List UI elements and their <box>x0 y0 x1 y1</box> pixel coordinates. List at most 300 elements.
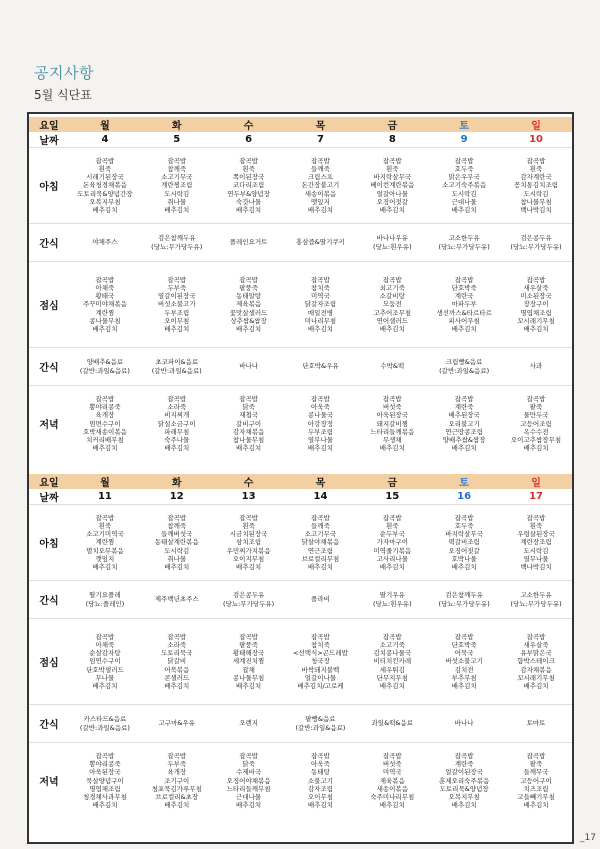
menu-item: 묵살양념구이 <box>86 776 124 785</box>
menu-item: 제주백년초주스 <box>154 595 199 604</box>
menu-item: 꽃맛살샐러드 <box>229 308 268 317</box>
menu-item: 계란죽 <box>454 760 474 769</box>
menu-item: 부추무침 <box>451 673 477 682</box>
header-day: 화 <box>141 117 213 132</box>
menu-item: 잡곡밥 <box>95 395 115 404</box>
menu-cell <box>428 262 500 348</box>
menu-item: 배추김치 <box>164 563 190 571</box>
menu-item: 아채죽 <box>95 283 115 292</box>
header-day: 수 <box>213 474 285 489</box>
menu-item: 배추김치 <box>307 801 334 810</box>
menu-item: 비지찌개 <box>164 411 190 420</box>
menu-item: 잡곡밥 <box>311 513 330 522</box>
header-day: 금 <box>356 117 428 132</box>
menu-item: 잡곡밥 <box>239 395 259 404</box>
menu-item: 계란장조림 <box>520 538 552 547</box>
menu-item: 잡곡밥 <box>311 632 330 641</box>
page-number: _17 <box>580 833 596 843</box>
menu-item: 닭죽 <box>242 760 255 769</box>
menu-item: 백나박김치 <box>520 563 552 571</box>
menu-item: 배추김치 <box>164 801 190 810</box>
meal-label: 간식 <box>29 348 69 386</box>
menu-item: 잡곡밥 <box>239 156 259 165</box>
menu-cell <box>428 148 500 224</box>
menu-item: 뽕야리콩죽 <box>89 403 121 412</box>
menu-item: 비티치킨카레 <box>373 657 412 666</box>
menu-item: 참치죽 <box>311 283 330 292</box>
menu-item: 세우튀김 <box>379 665 405 674</box>
menu-item: 잡곡밥 <box>526 752 546 761</box>
menu-item: (갈반:과일&음료) <box>79 723 130 732</box>
menu-cell <box>141 386 213 462</box>
menu-cell <box>69 386 141 462</box>
menu-cell <box>69 619 141 705</box>
menu-item: 배추김치 <box>307 206 334 214</box>
week-2 <box>29 474 572 819</box>
menu-item: 소고기숙주볶음 <box>442 181 487 190</box>
menu-item: 배추김치 <box>451 444 477 453</box>
menu-item: 감자채볶음 <box>232 427 265 436</box>
header-day: 일 <box>500 117 572 132</box>
menu-cell <box>356 262 428 348</box>
menu-item: 미역줄기볶음 <box>373 546 412 555</box>
menu-item: 배추김치 <box>236 563 262 571</box>
menu-item: 배추김치 <box>451 563 477 571</box>
menu-item: 참치죽 <box>311 640 330 649</box>
menu-item: 얼갈이나물 <box>304 673 337 682</box>
menu-cell <box>141 705 213 743</box>
menu-item: 야채주스 <box>92 238 118 247</box>
menu-item: 고소한두유 <box>448 234 480 243</box>
menu-item: 닭살야채볶음 <box>301 538 340 547</box>
meal-label: 아침 <box>29 148 69 224</box>
menu-cell <box>213 386 285 462</box>
menu-item: 코다리조림 <box>232 181 265 190</box>
header-day-label: 요일 <box>29 474 69 489</box>
menu-item: 버섯죽 <box>382 403 402 412</box>
menu-cell <box>356 224 428 262</box>
menu-item: 돈간장불고기 <box>301 181 340 190</box>
menu-cell <box>213 224 285 262</box>
meal-label: 저녁 <box>39 420 59 432</box>
menu-item: 바나나 <box>454 719 474 728</box>
menu-item: 잡곡밥 <box>167 752 187 761</box>
menu-item: 홍삼즙&딸기쿠키 <box>295 238 345 247</box>
menu-item: 잡곡밥 <box>454 513 474 522</box>
menu-cell <box>428 386 500 462</box>
header-day: 토 <box>428 117 500 132</box>
menu-item: 단호박죽 <box>451 640 477 649</box>
meal-label: 점심 <box>29 619 69 705</box>
menu-item: 들깨죽 <box>311 521 330 530</box>
header-day: 화 <box>141 474 213 489</box>
menu-item: 무생채 <box>382 436 402 445</box>
menu-item: 배추김치 <box>236 325 262 333</box>
menu-item: 검은참깨두유 <box>157 234 196 243</box>
menu-cell <box>500 148 572 224</box>
menu-item: 소고기미역국 <box>86 530 124 539</box>
menu-cell <box>213 743 285 819</box>
menu-cell <box>213 348 285 386</box>
menu-item: 잡곡밥 <box>454 156 474 165</box>
menu-item: 잡곡밥 <box>167 156 187 165</box>
menu-item: (갈반:과일&음료) <box>151 366 202 375</box>
menu-item: 청경채사과무침 <box>82 793 127 802</box>
menu-cell <box>356 386 428 462</box>
menu-item: 명엽채조림 <box>520 308 552 317</box>
menu-item: 배추김치 <box>451 325 477 333</box>
menu-item: 도시락김 <box>164 546 190 555</box>
menu-item: 장장구이 <box>523 300 549 309</box>
menu-cell <box>500 505 572 581</box>
menu-item: 김치콩나물국 <box>373 649 412 658</box>
menu-item: 도토리묵국 <box>161 649 193 658</box>
menu-item: 오이무침 <box>307 793 334 802</box>
menu-item: 주꾸미야채볶음 <box>82 300 127 309</box>
menu-cell <box>428 619 500 705</box>
menu-item: 느타리들깨볶음 <box>370 427 415 436</box>
date-cell: 6 <box>213 132 285 148</box>
menu-cell <box>285 386 357 462</box>
meal-table <box>29 474 572 819</box>
menu-item: 브로컬리무침 <box>301 554 340 563</box>
menu-item: 청국장 <box>311 657 330 666</box>
menu-item: 숙갓나물 <box>236 197 262 206</box>
menu-item: 잡곡밥 <box>311 395 330 404</box>
menu-item: 잡곡밥 <box>311 752 330 761</box>
menu-item: 매일전병 <box>307 308 334 317</box>
menu-item: 어묵국 <box>454 649 474 658</box>
menu-item: 새송이볶음 <box>376 784 408 793</box>
menu-cell <box>285 505 357 581</box>
meal-label: 저녁 <box>39 777 59 789</box>
meal-label: 점심 <box>29 262 69 348</box>
menu-item: (당뇨:흰우유) <box>372 242 412 251</box>
menu-item: 배추김치 <box>379 206 405 214</box>
menu-item: 계란찜 <box>95 538 115 547</box>
menu-item: 느타리들깨무침 <box>226 784 271 793</box>
menu-item: 세계진치찜 <box>232 657 265 666</box>
menu-item: 삼치조림 <box>236 538 262 547</box>
menu-item: 오이고추쌈장무침 <box>510 436 562 445</box>
date-cell: 16 <box>428 489 500 505</box>
menu-item: 소고기죽 <box>379 640 405 649</box>
menu-item: 감자계란국 <box>520 173 552 182</box>
date-cell: 12 <box>141 489 213 505</box>
menu-cell <box>213 148 285 224</box>
menu-cell <box>500 581 572 619</box>
menu-item: 황태국 <box>95 292 115 301</box>
menu-item: 배추김치 <box>523 325 549 333</box>
header-day: 금 <box>356 474 428 489</box>
menu-item: 수박&떡 <box>380 362 405 371</box>
menu-item: 잡곡밥 <box>454 275 474 284</box>
menu-cell <box>213 619 285 705</box>
menu-cell <box>428 348 500 386</box>
menu-cell <box>213 581 285 619</box>
menu-item: 잡곡밥 <box>454 752 474 761</box>
menu-item: 임연수구이 <box>89 657 121 666</box>
menu-item: 계란찜 <box>95 308 115 317</box>
week-1 <box>29 117 572 462</box>
menu-item: 잡곡밥 <box>526 632 546 641</box>
menu-item: 카스타드&음료 <box>83 715 127 724</box>
menu-item: 계란찡조림 <box>161 181 193 190</box>
menu-item: 파래무침 <box>164 427 190 436</box>
menu-item: 도시락김 <box>451 189 477 198</box>
menu-item: 제육볶음 <box>379 776 405 785</box>
menu-item: 닭죽 <box>242 403 255 412</box>
menu-item: 숙주나물 <box>164 436 190 445</box>
menu-cell <box>141 262 213 348</box>
menu-cell <box>213 705 285 743</box>
menu-item: 도시락김 <box>164 189 190 198</box>
menu-item: 소고기무국 <box>304 530 337 539</box>
meal-table <box>29 117 572 462</box>
header-day: 목 <box>285 117 357 132</box>
menu-item: 잡곡밥 <box>95 752 115 761</box>
menu-item: 아욱죽 <box>311 403 330 412</box>
menu-item: 토마토 <box>526 719 546 728</box>
header-day: 월 <box>69 117 141 132</box>
menu-cell <box>69 348 141 386</box>
menu-cell <box>500 619 572 705</box>
menu-item: 아욱죽 <box>311 760 330 769</box>
header-day: 토 <box>428 474 500 489</box>
menu-item: 얼갈아나물 <box>376 189 408 198</box>
menu-item: 잡곡밥 <box>526 156 546 165</box>
menu-item: 흰죽 <box>242 164 255 173</box>
menu-cell <box>356 148 428 224</box>
menu-item: 바지락살무국 <box>445 530 483 539</box>
menu-cell <box>285 262 357 348</box>
menu-item: 감자조림 <box>307 784 334 793</box>
menu-item: 잡곡밥 <box>95 156 115 165</box>
menu-item: 배추김치 <box>379 801 405 810</box>
menu-item: 소라죽 <box>167 640 187 649</box>
menu-item: 시금치된장국 <box>229 530 268 539</box>
menu-item: 배추김치 <box>164 325 190 333</box>
menu-item: 미역국 <box>311 292 330 301</box>
menu-item: 동태알탕 <box>236 292 262 301</box>
menu-item: 바지락살무국 <box>373 173 412 182</box>
menu-item: 잡곡밥 <box>239 275 259 284</box>
menu-item: 우민찌가지볶음 <box>226 546 271 555</box>
menu-item: 새우살죽 <box>523 283 549 292</box>
menu-item: 육개장 <box>167 768 187 777</box>
menu-item: 어묵볶음 <box>164 665 190 674</box>
menu-item: 잡곡밥 <box>239 752 259 761</box>
menu-item: <선택식>곤드레밥 <box>293 649 348 658</box>
menu-item: 계란국 <box>454 292 474 301</box>
menu-item: 명엽채조림 <box>89 784 121 793</box>
menu-item: 백나박김치 <box>520 206 552 214</box>
menu-item: 동태탕 <box>311 768 330 777</box>
menu-item: 오이지무침 <box>232 554 265 563</box>
menu-item: 소라죽 <box>167 403 187 412</box>
menu-item: 떡갈비조림 <box>448 538 480 547</box>
menu-item: 검은콩두유 <box>232 591 265 600</box>
menu-item: 아욱된장국 <box>376 411 408 420</box>
menu-item: 배추된장국 <box>448 411 480 420</box>
menu-cell <box>500 262 572 348</box>
menu-item: 얼갈이된장국 <box>445 768 483 777</box>
date-cell: 17 <box>500 489 572 505</box>
menu-item: 물만두국 <box>523 411 549 420</box>
menu-item: 순두부국 <box>379 530 405 539</box>
menu-item: 잡곡밥 <box>167 275 187 284</box>
menu-item: (당뇨:흰우유) <box>372 599 412 608</box>
date-cell: 5 <box>141 132 213 148</box>
menu-item: 흰죽 <box>386 164 399 173</box>
menu-item: 아욱된장국 <box>89 768 121 777</box>
menu-item: 콩나물무침 <box>232 673 265 682</box>
menu-item: 고사리나물 <box>376 554 408 563</box>
menu-item: 두부조림 <box>164 308 190 317</box>
menu-item: 배추김치 <box>164 682 190 690</box>
menu-item: 배추김치 <box>236 801 262 810</box>
menu-item: 뽕야리콩죽 <box>89 760 121 769</box>
menu-item: 치즈조림 <box>523 784 549 793</box>
menu-item: 고등어구이 <box>520 776 552 785</box>
menu-item: 옥수수전 <box>523 427 549 436</box>
date-cell: 11 <box>69 489 141 505</box>
menu-item: 베이컨계란볶음 <box>370 181 415 190</box>
menu-cell <box>428 743 500 819</box>
menu-item: 배추김치 <box>307 325 334 333</box>
page-subtitle: 5월 식단표 <box>34 88 92 102</box>
menu-item: 청포묵김가루무침 <box>151 784 202 793</box>
menu-item: 무나물 <box>95 673 115 682</box>
menu-item: 호두죽 <box>454 164 474 173</box>
menu-item: 팥죽 <box>529 403 543 412</box>
menu-cell <box>500 386 572 462</box>
menu-item: 배추김치 <box>379 563 405 571</box>
menu-item: 배추김치/고로케 <box>297 682 344 690</box>
menu-item: 배추김치 <box>236 206 262 214</box>
menu-item: 오징어젓갈 <box>376 197 408 206</box>
menu-item: 맷잎지 <box>311 197 330 206</box>
menu-cell <box>69 505 141 581</box>
menu-item: 호박새송이볶음 <box>82 427 127 436</box>
menu-item: (당뇨:무가당두유) <box>510 242 562 251</box>
menu-item: 잡곡밥 <box>239 632 259 641</box>
menu-cell <box>69 224 141 262</box>
menu-item: 잡곡밥 <box>454 395 474 404</box>
menu-item: 계란죽 <box>454 403 474 412</box>
date-cell: 10 <box>500 132 572 148</box>
menu-item: 잡곡밥 <box>167 632 187 641</box>
menu-item: (당뇨:무가당두유) <box>438 599 490 608</box>
date-cell: 14 <box>285 489 357 505</box>
menu-item: 참깨죽 <box>167 521 187 530</box>
menu-item: 배추김치 <box>164 206 190 214</box>
menu-item: 멈면수구이 <box>89 419 121 428</box>
menu-item: 흰죽 <box>386 521 399 530</box>
menu-cell <box>213 262 285 348</box>
menu-cell <box>428 505 500 581</box>
menu-item: 육개장 <box>95 411 115 420</box>
menu-item: 플레인요거트 <box>229 238 268 247</box>
menu-item: 멸치오무볶음 <box>86 546 124 555</box>
date-cell: 4 <box>69 132 141 148</box>
menu-item: 유부맑은국 <box>520 649 552 658</box>
menu-item: 들깨죽 <box>311 164 330 173</box>
menu-item: 들깨버섯국 <box>161 530 193 539</box>
menu-item: 배추김치 <box>92 444 118 453</box>
menu-item: 근대나물 <box>236 793 262 802</box>
menu-item: 순살감자탕 <box>89 649 121 658</box>
menu-item: 바싹돼지불백 <box>301 665 340 674</box>
menu-item: 흰죽 <box>529 521 543 530</box>
menu-item: (당뇨:무가당두유) <box>510 599 562 608</box>
menu-item: 피사어무침 <box>448 316 480 325</box>
menu-item: 잡곡밥 <box>167 395 187 404</box>
menu-item: 고추어조무침 <box>373 308 412 317</box>
menu-item: 잡곡밥 <box>382 275 402 284</box>
menu-cell <box>356 619 428 705</box>
menu-cell <box>141 581 213 619</box>
menu-item: 모둠전 <box>382 300 402 309</box>
menu-item: 양배추&음료 <box>86 358 124 367</box>
menu-cell <box>428 705 500 743</box>
menu-item: 잡곡밥 <box>526 395 546 404</box>
menu-item: 배추김치 <box>523 801 549 810</box>
menu-item: 열갈이된장국 <box>157 292 196 301</box>
menu-item: 시래기된장국 <box>86 173 124 182</box>
menu-item: 훈제오리숙주볶음 <box>439 776 490 785</box>
menu-cell <box>69 148 141 224</box>
menu-cell <box>428 581 500 619</box>
menu-item: 감자채볶음 <box>520 665 552 674</box>
menu-item: 오복지무침 <box>448 793 480 802</box>
menu-item: 소갈비탕 <box>379 292 405 301</box>
menu-cell <box>356 743 428 819</box>
menu-item: 연근땅콩조림 <box>445 427 483 436</box>
menu-cell <box>285 619 357 705</box>
menu-item: (당뇨:무가당두유) <box>438 242 490 251</box>
menu-item: 딸기우유 <box>379 591 405 600</box>
menu-item: 바나나우유 <box>376 234 408 243</box>
menu-item: 배추김치 <box>379 325 405 333</box>
menu-item: 갈비구이 <box>236 419 262 428</box>
menu-item: (당뇨:플레인) <box>85 599 125 608</box>
meal-label: 아침 <box>29 505 69 581</box>
menu-item: 배추김치 <box>307 563 334 571</box>
date-cell: 13 <box>213 489 285 505</box>
menu-cell <box>141 743 213 819</box>
menu-item: 참나물무침 <box>232 436 265 445</box>
menu-item: 배추김치 <box>451 682 477 690</box>
menu-item: 재첩국 <box>239 411 259 420</box>
menu-item: 고등어조림 <box>520 419 552 428</box>
menu-item: 잡곡밥 <box>239 513 259 522</box>
menu-cell <box>69 705 141 743</box>
menu-item: 단무지무침 <box>376 673 408 682</box>
menu-item: 딸기요플레 <box>89 591 121 600</box>
menu-cell <box>285 581 357 619</box>
menu-item: 생선까스&타르타르 <box>436 308 492 317</box>
menu-item: 수제비국 <box>236 768 262 777</box>
menu-item: 크림스프 <box>307 173 334 182</box>
menu-item: 콩나물무침 <box>89 316 121 325</box>
meal-label: 간식 <box>29 224 69 262</box>
menu-item: 검은참깨두유 <box>445 591 483 600</box>
menu-item: 연어샐러드 <box>376 316 408 325</box>
menu-item: 오징어젓갈 <box>448 546 480 555</box>
date-label: 날짜 <box>29 489 69 505</box>
menu-item: 배추김치 <box>236 682 262 690</box>
